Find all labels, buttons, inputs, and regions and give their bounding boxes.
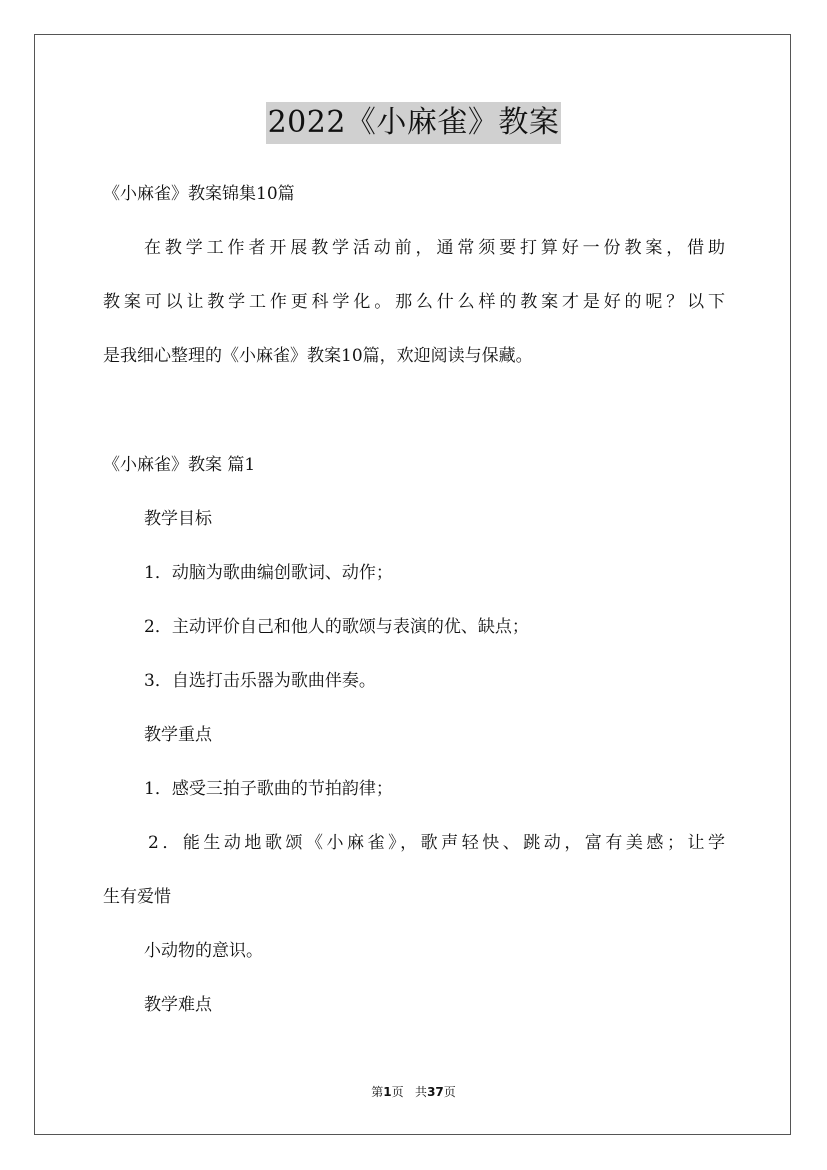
key-item-2: 2．能生动地歌颂《小麻雀》，歌声轻快、跳动，富有美感；让学 (148, 833, 725, 853)
footer-page-suffix: 页 (391, 1085, 404, 1099)
footer-total-suffix: 页 (443, 1085, 456, 1099)
subtitle: 《小麻雀》教案锦集10篇 (103, 184, 295, 204)
page-footer (0, 1083, 827, 1100)
intro-line-1: 在教学工作者开展教学活动前，通常须要打算好一份教案，借助 (144, 238, 725, 258)
document-title-text: 2022《小麻雀》教案 (266, 102, 562, 144)
footer-total-prefix: 共 (415, 1085, 428, 1099)
goals-heading: 教学目标 (144, 509, 212, 529)
key-heading: 教学重点 (144, 725, 212, 745)
key-item-1: 1．感受三拍子歌曲的节拍韵律； (144, 779, 393, 799)
goal-item-1: 1．动脑为歌曲编创歌词、动作； (144, 563, 393, 583)
section-heading: 《小麻雀》教案 篇1 (103, 455, 256, 475)
document-title (0, 102, 827, 144)
intro-line-2: 教案可以让教学工作更科学化。那么什么样的教案才是好的呢？以下 (103, 292, 725, 312)
footer-page-number: 1 (383, 1085, 392, 1099)
goal-item-2: 2．主动评价自己和他人的歌颂与表演的优、缺点； (144, 617, 529, 637)
key-item-2-cont: 生有爱惜 (103, 887, 171, 907)
difficulty-heading: 教学难点 (144, 995, 212, 1015)
footer-page-prefix: 第 (371, 1085, 384, 1099)
key-item-3: 小动物的意识。 (144, 941, 263, 961)
goal-item-3: 3．自选打击乐器为歌曲伴奏。 (144, 671, 376, 691)
intro-line-3: 是我细心整理的《小麻雀》教案10篇，欢迎阅读与保藏。 (103, 346, 533, 366)
footer-total-number: 37 (427, 1085, 444, 1099)
